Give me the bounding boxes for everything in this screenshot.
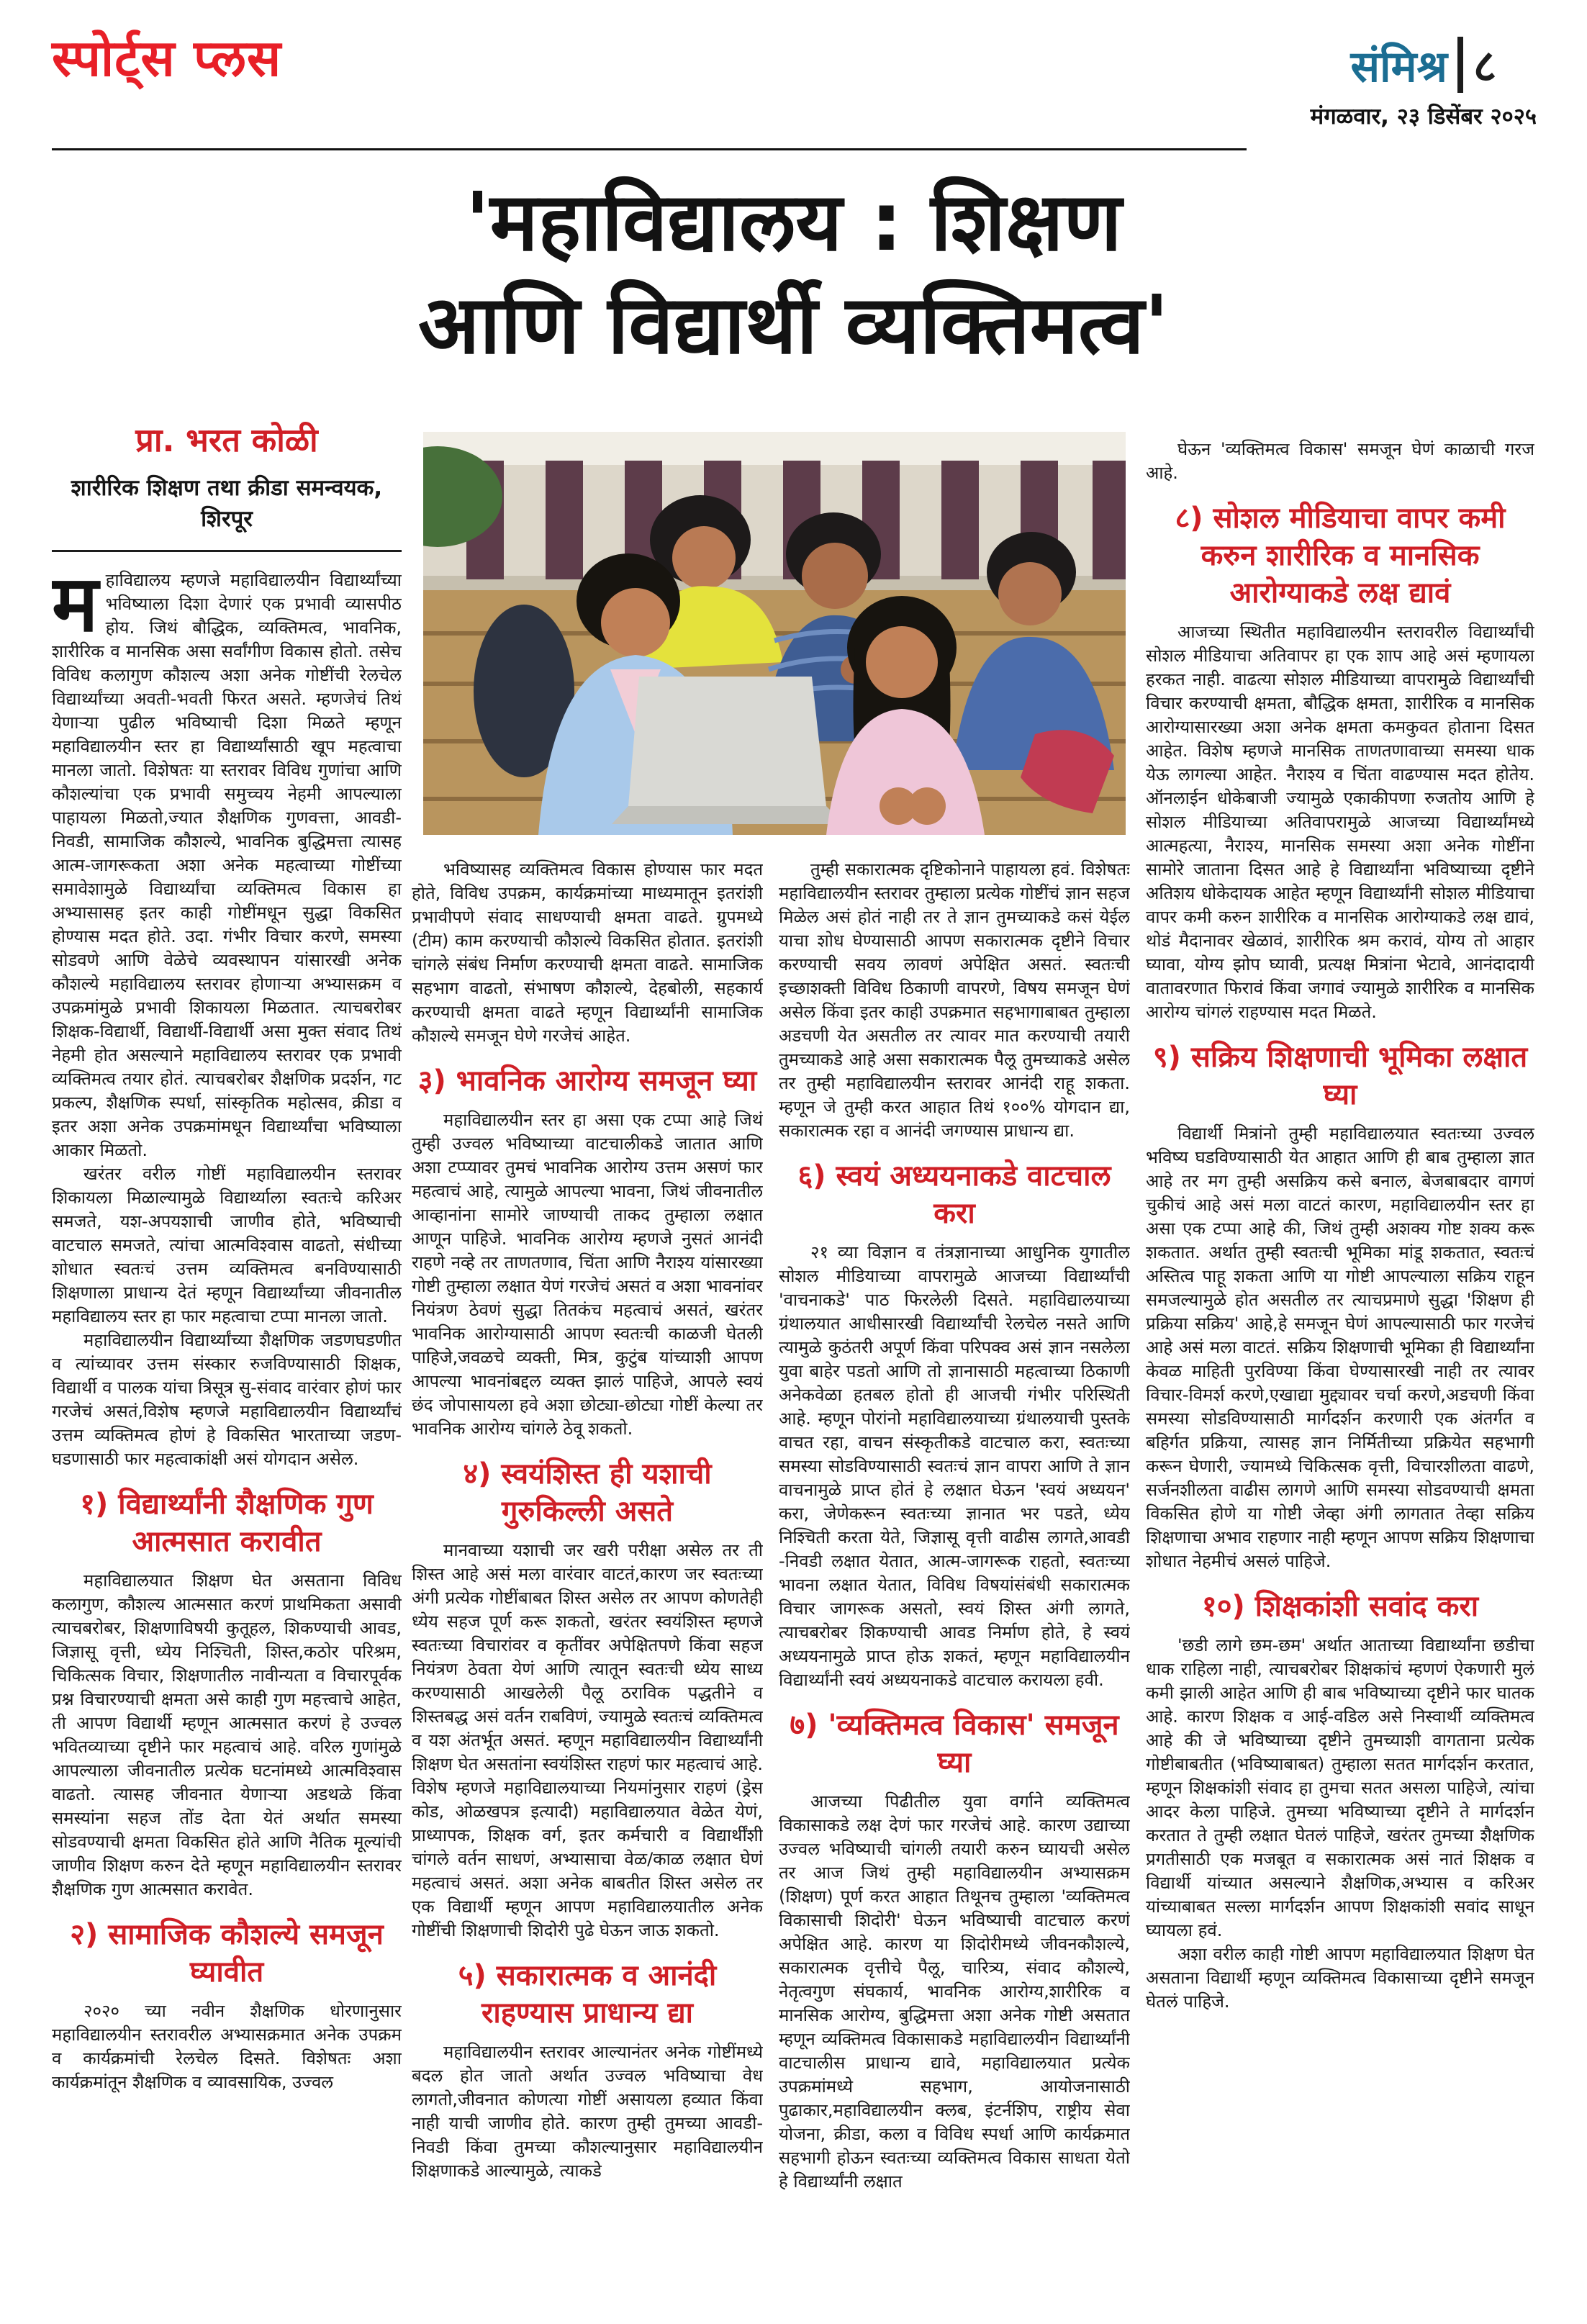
section-name: संमिश्र	[1350, 42, 1447, 92]
article-paragraph: आजच्या पिढीतील युवा वर्गाने व्यक्तिमत्व विकासाकडे लक्ष देणं फार गरजेचं आहे. कारण उद्याच्या उज्वल भविष्याची चांगली तयारी करुन घ्यायची असेल तर आज जिथं तुम्ही महाविद्यालयीन अभ्यासक्रम (शिक्षण) पूर्ण करत आहात तिथूनच तुम्हाला 'व्यक्तिमत्व विकासाची शिदोरी' घेऊन भविष्याची वाटचाल करणं अपेक्षित आहे. कारण या शिदोरीमध्ये जीवनकौशल्ये, सकारात्मक वृत्तीचे पैलू, चारित्र्य, संवाद कौशल्ये, नेतृत्वगुण संघकार्य, भावनिक आरोग्य,शारीरिक व मानसिक आरोग्य, बुद्धिमत्ता अशा अनेक गोष्टी असतात म्हणून व्यक्तिमत्व विकासाकडे महाविद्यालयीन विद्यार्थ्यांनी वाटचालीस प्राधान्य द्यावे, महाविद्यालयात प्रत्येक उपक्रमांमध्ये सहभाग, आयोजनासाठी पुढाकार,महाविद्यालयीन क्लब, इंटर्नशिप, राष्ट्रीय सेवा योजना, क्रीडा, कला व विविध स्पर्धा आणि कार्यक्रमात सहभागी होऊन स्वतःच्या व्यक्तिमत्व विकास साधता येतो हे विद्यार्थ्यांनी लक्षात	[779, 1791, 1130, 2192]
article-column-2	[412, 858, 763, 2296]
students-photo-illustration	[423, 432, 1126, 835]
section-heading: १०) शिक्षकांशी सवांद करा	[1201, 1590, 1479, 1623]
section-heading: ७) 'व्यक्तिमत्व विकास' समजून घ्या	[790, 1709, 1119, 1779]
page-number: ८	[1473, 40, 1497, 92]
students-photo	[423, 432, 1126, 835]
article-paragraph: महाविद्यालयीन विद्यार्थ्यांच्या शैक्षणिक जडणघडणीत व त्यांच्यावर उत्तम संस्कार रुजविण्यासाठी शिक्षक, विद्यार्थी व पालक यांचा त्रिसूत्र सु-संवाद वारंवार होणं फार गरजेचं असतं,विशेष म्हणजे महाविद्यालयीन विद्यार्थ्यांचं उत्तम व्यक्तिमत्व होणं हे विकसित भारताच्या जडण-घडणासाठी फार महत्वाकांक्षी असं योगदान असेल.	[52, 1330, 402, 1469]
article-column-4	[1146, 438, 1534, 2296]
article-column-3	[779, 858, 1130, 2296]
article-paragraph: महाविद्यालयीन स्तर हा असा एक टप्पा आहे जिथं तुम्ही उज्वल भविष्याच्या वाटचालीकडे जातात आणि अशा टप्प्यावर तुमचं भावनिक आरोग्य उत्तम असणं फार महत्वाचं आहे, त्यामुळे आपल्या भावना, जिथं जीवनातील आव्हानांना सामोरे जाण्याची ताकद तुम्हाला लक्षात आणून पाहिजे. भावनिक आरोग्य म्हणजे नुसतं आनंदी राहणे नव्हे तर ताणतणाव, चिंता आणि नैराश्य यांसारख्या गोष्टी तुम्हाला लक्षात येणं गरजेचं असतं व अशा भावनांवर नियंत्रण ठेवणं सुद्धा तितकंच महत्वाचं असतं, खरंतर भावनिक आरोग्यासाठी आपण स्वतःची काळजी घेतली पाहिजे,जवळचे व्यक्ती, मित्र, कुटुंब यांच्याशी आपण आपल्या भावनांबद्दल व्यक्त झालं पाहिजे, आपले स्वयं छंद जोपासायला हवे अशा छोट्या-छोट्या गोष्टीं केल्या तर भावनिक आरोग्य चांगले ठेवू शकतो.	[412, 1110, 763, 1439]
section-heading: ८) सोशल मीडियाचा वापर कमी करुन शारीरिक व मानसिक आरोग्याकडे लक्ष द्यावं	[1175, 502, 1506, 610]
section-heading: १) विद्यार्थ्यांनी शैक्षणिक गुण आत्मसात करावीत	[80, 1488, 374, 1558]
article-column-1	[52, 569, 402, 2296]
article-paragraph: २०२० च्या नवीन शैक्षणिक धोरणानुसार महाविद्यालयीन स्तरावरील अभ्यासक्रमात अनेक उपक्रम व कार्यक्रमांची रेलचेल दिसते. विशेषतः अशा कार्यक्रमांतून शैक्षणिक व व्यावसायिक, उज्वल	[52, 2001, 402, 2092]
article-paragraph: खरंतर वरील गोष्टीं महाविद्यालयीन स्तरावर शिकायला मिळाल्यामुळे विद्यार्थ्याला स्वतःचे करिअर समजते, यश-अपयशाची जाणीव होते, भविष्याची वाटचाल समजते, त्यांचा आत्मविश्वास वाढतो, संधीच्या शोधात स्वतःचं उत्तम व्यक्तिमत्व बनविण्यासाठी शिक्षणाला प्राधान्य देतं म्हणून विद्यार्थ्यांच्या जीवनातील महाविद्यालय स्तर हा फार महत्वाचा टप्पा मानला जातो.	[52, 1164, 402, 1326]
article-paragraph: तुम्ही सकारात्मक दृष्टिकोनाने पाहायला हवं. विशेषतः महाविद्यालयीन स्तरावर तुम्हाला प्रत्येक गोष्टींचं ज्ञान सहज मिळेल असं होतं नाही तर ते ज्ञान तुमच्याकडे कसं येईल याचा शोध घेण्यासाठी आपण सकारात्मक दृष्टीने विचार करण्याची सवय लावणं अपेक्षित असतं. स्वतःची इच्छाशक्ती विविध ठिकाणी वापरणे, विषय समजून घेणं असेल किंवा इतर काही उपक्रमात सहभागाबाबत तुम्हाला अडचणी येत असतील तर त्यावर मात करण्याची तयारी तुमच्याकडे आहे असा सकारात्मक पैलू तुमच्याकडे असेल तर तुम्ही महाविद्यालयीन स्तरावर आनंदी राहू शकता. म्हणून जे तुम्ही करत आहात तिथं १००% योगदान द्या, सकारात्मक रहा व आनंदी जगण्यास प्राधान्य द्या.	[779, 859, 1130, 1141]
section-heading: २) सामाजिक कौशल्ये समजून घ्यावीत	[70, 1918, 384, 1989]
section-heading: ४) स्वयंशिस्त ही यशाची गुरुकिल्ली असते	[463, 1457, 712, 1528]
header-divider	[1457, 37, 1463, 93]
section-heading: ६) स्वयं अध्ययनाकडे वाटचाल करा	[797, 1159, 1111, 1230]
article-paragraph: मानवाच्या यशाची जर खरी परीक्षा असेल तर ती शिस्त आहे असं मला वारंवार वाटतं,कारण जर स्वतःच्या अंगी प्रत्येक गोष्टींबाबत शिस्त असेल तर आपण कोणतेही ध्येय सहज पूर्ण करू शकतो, खरंतर स्वयंशिस्त म्हणजे स्वतःच्या विचारांवर व कृतींवर अपेक्षितपणे किंवा सहज नियंत्रण ठेवता येणं आणि त्यातून स्वतःची ध्येय साध्य करण्यासाठी आखलेली पैलू ठराविक पद्धतीने व शिस्तबद्ध असं वर्तन राबविणं, ज्यामुळे स्वतःचं व्यक्तिमत्व व यश अंतर्भूत असतं. म्हणून महाविद्यालयीन विद्यार्थ्यांनी शिक्षण घेत असतांना स्वयंशिस्त राहणं फार महत्वाचं आहे. विशेष म्हणजे महाविद्यालयाच्या नियमांनुसार राहणं (ड्रेस कोड, ओळखपत्र इत्यादी) महाविद्यालयात वेळेत येणं, प्राध्यापक, शिक्षक वर्ग, इतर कर्मचारी व विद्यार्थींशी चांगले वर्तन साधणं, अभ्यासाचा वेळ/काळ लक्षात घेणं महत्वाचं असतं. अशा अनेक बाबतीत शिस्त असेल तर एक विद्यार्थी म्हणून आपण महाविद्यालयातील अनेक गोष्टींची शिक्षणाची शिदोरी पुढे घेऊन जाऊ शकतो.	[412, 1540, 763, 1940]
section-heading: ३) भावनिक आरोग्य समजून घ्या	[417, 1064, 757, 1098]
article-paragraph: अशा वरील काही गोष्टी आपण महाविद्यालयात शिक्षण घेत असताना विद्यार्थी म्हणून व्यक्तिमत्व विकासाच्या दृष्टीने समजून घेतलं पाहिजे.	[1146, 1944, 1534, 2012]
article-paragraph: भविष्यासह व्यक्तिमत्व विकास होण्यास फार मदत होते, विविध उपक्रम, कार्यक्रमांच्या माध्यमातून इतरांशी प्रभावीपणे संवाद साधण्याची क्षमता वाढते. ग्रुपमध्ये (टीम) काम करण्याची कौशल्ये विकसित होतात. इतरांशी चांगले संबंध निर्माण करण्याची क्षमता वाढते. सामाजिक सहभाग वाढतो, संभाषण कौशल्ये, देहबोली, सहकार्य करण्याची क्षमता वाढते म्हणून विद्यार्थ्यांनी सामाजिक कौशल्ये समजून घेणे गरजेचं आहेत.	[412, 859, 763, 1046]
article-paragraph: महाविद्यालय म्हणजे महाविद्यालयीन विद्यार्थ्यांच्या भविष्याला दिशा देणारं एक प्रभावी व्यासपीठ होय. जिथं बौद्धिक, व्यक्तिमत्व, भावनिक, शारीरिक व मानसिक असा सर्वांगीण विकास होतो. तसेच विविध कलागुण कौशल्य अशा अनेक गोष्टींची रेलचेल विद्यार्थ्यांच्या अवती-भवती फिरत असते. म्हणजेचं तिथं येणाऱ्या पुढील भविष्याची दिशा मिळते म्हणून महाविद्यालयीन स्तर हा विद्यार्थ्यांसाठी खूप महत्वाचा मानला जातो. विशेषतः या स्तरावर विविध गुणांचा आणि कौशल्यांचा एक प्रभावी समुच्चय नेहमी आपल्याला पाहायला मिळतो,ज्यात शैक्षणिक गुणवत्ता, आवडी-निवडी, सामाजिक कौशल्ये, भावनिक बुद्धिमत्ता त्यासह आत्म-जागरूकता अशा अनेक महत्वाच्या गोष्टींच्या समावेशामुळे विद्यार्थ्यांचा व्यक्तिमत्व विकास हा अभ्यासासह इतर काही गोष्टींमधून सुद्धा विकसित होण्यास मदत होते. उदा. गंभीर विचार करणे, समस्या सोडवणे आणि वेळेचे व्यवस्थापन यांसारखी अनेक कौशल्ये महाविद्यालय स्तरावर होणाऱ्या अभ्यासक्रम व उपक्रमांमुळे प्रभावी शिकायला मिळतात. त्याचबरोबर शिक्षक-विद्यार्थी, विद्यार्थी-विद्यार्थी असा मुक्त संवाद तिथं नेहमी होत असल्याने महाविद्यालय स्तरावर एक प्रभावी व्यक्तिमत्व तयार होतं. त्याचबरोबर शैक्षणिक प्रदर्शन, गट प्रकल्प, शैक्षणिक स्पर्धा, सांस्कृतिक महोत्सव, क्रीडा व इतर अशा अनेक उपक्रमांमधून विद्यार्थ्यांचा भविष्याला आकार मिळतो.	[52, 569, 402, 1160]
headline-line-1: 'महाविद्यालय : शिक्षण	[465, 176, 1122, 269]
masthead-title: स्पोर्ट्स प्लस	[52, 29, 282, 88]
issue-date: मंगळवार, २३ डिसेंबर २०२५	[1310, 104, 1537, 130]
article-paragraph: महाविद्यालयात शिक्षण घेत असताना विविध कलागुण, कौशल्य आत्मसात करणं प्राथमिकता असावी त्याचबरोबर, शिक्षणाविषयी कुतूहल, शिकण्याची आवड, जिज्ञासू वृत्ती, ध्येय निश्चिती, शिस्त,कठोर परिश्रम, चिकित्सक विचार, शिक्षणातील नावीन्यता व विचारपूर्वक प्रश्न विचारण्याची क्षमता असे काही गुण महत्त्वाचे आहेत, ती आपण विद्यार्थी म्हणून आत्मसात करणं हे उज्वल भवितव्याच्या दृष्टीने फार महत्वाचं आहे. वरिल गुणांमुळे आपल्याला जीवनातील प्रत्येक घटनांमध्ये आत्मविश्वास वाढतो. त्यासह जीवनात येणाऱ्या अडथळे किंवा समस्यांना सहज तोंड देता येतं अर्थात समस्या सोडवण्याची क्षमता विकसित होते आणि नैतिक मूल्यांची जाणीव शिक्षण करुन देते म्हणून महाविद्यालयीन स्तरावर शैक्षणिक गुण आत्मसात करावेत.	[52, 1570, 402, 1899]
headline-line-2: आणि विद्यार्थी व्यक्तिमत्व'	[417, 279, 1170, 373]
byline	[52, 417, 402, 552]
header-rule	[52, 148, 1247, 150]
author-place: शिरपूर	[201, 506, 253, 533]
section-heading: ९) सक्रिय शिक्षणाची भूमिका लक्षात घ्या	[1152, 1041, 1528, 1111]
author-name: प्रा. भरत कोळी	[135, 421, 318, 459]
article-paragraph: 'छडी लागे छम-छम' अर्थात आताच्या विद्यार्थ्यांना छडीचा धाक राहिला नाही, त्याचबरोबर शिक्षकांचं म्हणणं ऐकणारी मुलं कमी झाली आहेत आणि ही बाब भविष्याच्या दृष्टीने फार घातक आहे. कारण शिक्षक व आई-वडिल असे निस्वार्थी व्यक्तिमत्व आहे की जे भविष्याच्या दृष्टीने तुमच्याशी वागताना प्रत्येक गोष्टीबाबतीत (भविष्याबाबत) तुम्हाला सतत मार्गदर्शन करतात, म्हणून शिक्षकांशी संवाद हा तुमचा सतत असला पाहिजे, त्यांचा आदर केला पाहिजे. तुमच्या भविष्याच्या दृष्टीने ते मार्गदर्शन करतात ते तुम्ही लक्षात घेतलं पाहिजे, खरंतर तुमच्या शैक्षणिक प्रगतीसाठी एक मजबूत व सकारात्मक असं नातं शिक्षक व विद्यार्थी यांच्यात असल्याने शैक्षणिक,अभ्यास व करिअर यांच्याबाबत सल्ला मार्गदर्शन आपण शिक्षकांशी सवांद साधून घ्यायला हवं.	[1146, 1635, 1534, 1940]
byline-rule	[52, 550, 402, 552]
page-header	[1311, 35, 1537, 131]
article-paragraph: घेऊन 'व्यक्तिमत्व विकास' समजून घेणं काळाची गरज आहे.	[1146, 439, 1534, 483]
article-paragraph: विद्यार्थी मित्रांनो तुम्ही महाविद्यालयात स्वतःच्या उज्वल भविष्य घडविण्यासाठी येत आहात आणि ही बाब तुम्हाला ज्ञात आहे तर मग तुम्ही असक्रिय कसे बनाल, बेजबाबदार वागणं चुकीचं आहे असं मला वाटतं कारण, महाविद्यालयीन स्तर हा असा एक टप्पा आहे की, जिथं तुम्ही अशक्य गोष्ट शक्य करू शकतात. अर्थात तुम्ही स्वतःची भूमिका मांडू शकतात, स्वतःचं अस्तित्व पाहू शकता आणि या गोष्टी आपल्याला सक्रिय राहून समजल्यामुळे होत असतील तर त्याचप्रमाणे सुद्धा 'शिक्षण ही प्रक्रिया सक्रिय' आहे,हे समजून घेणं आपल्यासाठी फार गरजेचं आहे असं मला वाटतं. सक्रिय शिक्षणाची भूमिका ही विद्यार्थ्यांना केवळ माहिती पुरविण्या किंवा घेण्यासारखी नाही तर त्यावर विचार-विमर्श करणे,एखाद्या मुद्द्यावर चर्चा करणे,अडचणी किंवा समस्या सोडविण्यासाठी मार्गदर्शन करणारी एक अंतर्गत व बहिर्गत प्रक्रिया, त्यासह ज्ञान निर्मितीच्या प्रक्रियेत सहभागी करून घेणारी, ज्यामध्ये चिकित्सक वृत्ती, विचारशीलता वाढणे, सर्जनशीलता वाढीस लागणे आणि समस्या सोडवण्याची क्षमता विकसित होणे या गोष्टी जेव्हा अंगी लागतात तेव्हा सक्रिय शिक्षणाचा अभाव राहणार नाही म्हणून आपण सक्रिय शिक्षणाचा शोधात नेहमीचं असलं पाहिजे.	[1146, 1123, 1534, 1571]
article-paragraph: महाविद्यालयीन स्तरावर आल्यानंतर अनेक गोष्टींमध्ये बदल होत जातो अर्थात उज्वल भविष्याचा वेध लागतो,जीवनात कोणत्या गोष्टीं असायला हव्यात किंवा नाही याची जाणीव होते. कारण तुम्ही तुमच्या आवडी-निवडी किंवा तुमच्या कौशल्यानुसार महाविद्यालयीन शिक्षणाकडे आल्यामुळे, त्याकडे	[412, 2042, 763, 2181]
headline	[0, 171, 1587, 378]
article-paragraph: आजच्या स्थितीत महाविद्यालयीन स्तरावरील विद्यार्थ्यांची सोशल मीडियाचा अतिवापर हा एक शाप आहे असं म्हणायला हरकत नाही. वाढत्या सोशल मीडियाच्या वापरामुळे विद्यार्थ्यांची विचार करण्याची क्षमता, बौद्धिक क्षमता, शारीरिक व मानसिक आरोग्यासारख्या अशा अनेक क्षमता कमकुवत होताना दिसत आहेत. विशेष म्हणजे मानसिक ताणतणावाच्या समस्या धाक येऊ लागल्या आहेत. नैराश्य व चिंता वाढण्यास मदत होतेय. ऑनलाईन धोकेबाजी ज्यामुळे एकाकीपणा रुजतोय आणि हे सोशल मीडियाच्या अतिवापरामुळे आजच्या विद्यार्थ्यांमध्ये आत्महत्या, नैराश्य, मानसिक समस्या अशा अनेक गोष्टींना सामोरे जाताना दिसत आहे हे विद्यार्थ्यांना भविष्याच्या दृष्टीने अतिशय धोकेदायक आहेत म्हणून विद्यार्थ्यांनी सोशल मीडियाचा वापर कमी करुन शारीरिक व मानसिक आरोग्याकडे लक्ष द्यावं, थोडं मैदानावर खेळावं, शारीरिक श्रम करावं, योग्य तो आहार घ्यावा, योग्य झोप घ्यावी, प्रत्यक्ष मित्रांना भेटावे, आनंदादायी वातावरणात फिरावं किंवा जगावं ज्यामुळे शारीरिक व मानसिक आरोग्य चांगलं राहण्यास मदत मिळते.	[1146, 622, 1534, 1022]
section-heading: ५) सकारात्मक व आनंदी राहण्यास प्राधान्य द्या	[458, 1959, 717, 2030]
drop-cap: म	[52, 569, 99, 649]
article-paragraph: २१ व्या विज्ञान व तंत्रज्ञानाच्या आधुनिक युगातील सोशल मीडियाच्या वापरामुळे आजच्या विद्यार्थ्यांची 'वाचनाकडे' पाठ फिरलेली दिसते. महाविद्यालयाच्या ग्रंथालयात आधीसारखी विद्यार्थ्यांची रेलचेल नसते आणि त्यामुळे कुठंतरी अपूर्ण किंवा परिपक्व असं ज्ञान नसलेला युवा बाहेर पडतो आणि तो ज्ञानासाठी महत्वाच्या ठिकाणी अनेकवेळा हतबल होतो ही आजची गंभीर परिस्थिती आहे. म्हणून पोरांनो महाविद्यालयाच्या ग्रंथालयाची पुस्तके वाचत रहा, वाचन संस्कृतीकडे वाटचाल करा, स्वतःच्या समस्या सोडविण्यासाठी स्वतःचं ज्ञान वापरा आणि ते ज्ञान वाचनामुळे प्राप्त होतं हे लक्षात घेऊन 'स्वयं अध्ययन' करा, जेणेकरून स्वतःच्या ज्ञानात भर पडते, ध्येय निश्चिती करता येते, जिज्ञासू वृत्ती वाढीस लागते,आवडी -निवडी लक्षात येतात, आत्म-जागरूक राहतो, स्वतःच्या भावना लक्षात येतात, विविध विषयांसंबंधी सकारात्मक विचार जागरूक असतो, स्वयं शिस्त अंगी लागते, त्याचबरोबर शिकण्याची आवड निर्माण होते, हे स्वयं अध्ययनामुळे प्राप्त होऊ शकतं, म्हणून महाविद्यालयीन विद्यार्थ्यांनी स्वयं अध्ययनाकडे वाटचाल करायला हवी.	[779, 1242, 1130, 1690]
author-role: शारीरिक शिक्षण तथा क्रीडा समन्वयक,	[71, 475, 383, 501]
